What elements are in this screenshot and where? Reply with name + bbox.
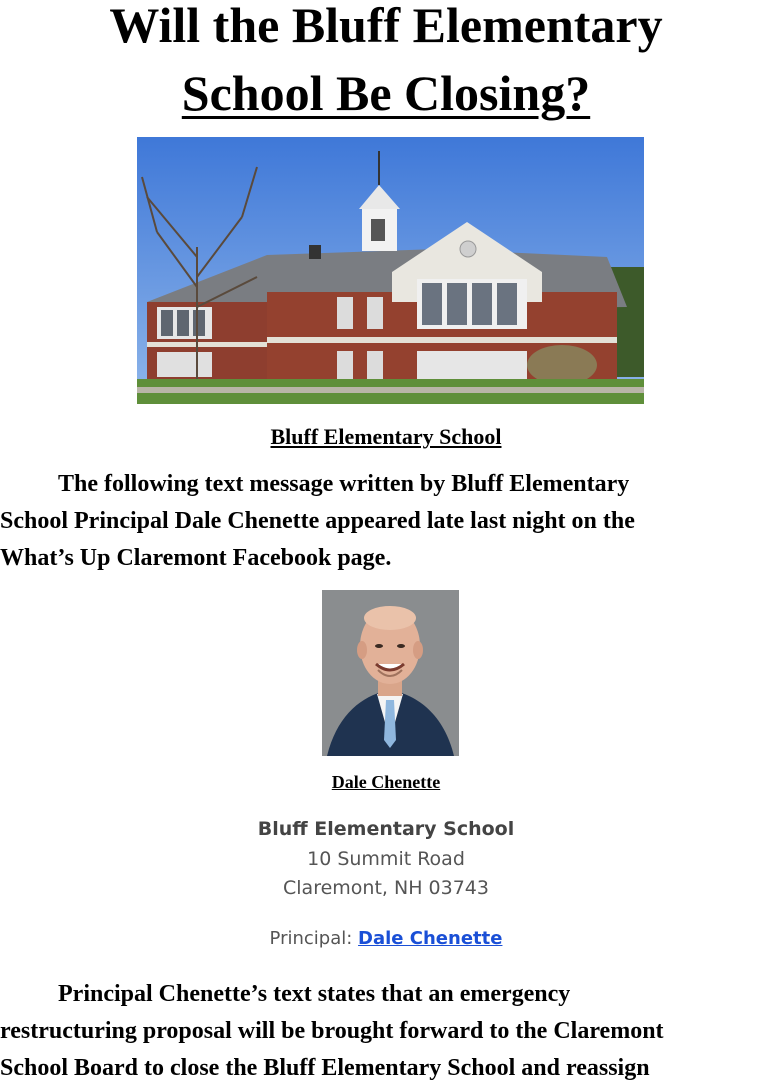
body-paragraph-line: School Board to close the Bluff Elementary School and reassign — [0, 1055, 650, 1081]
school-card-principal — [0, 928, 772, 949]
article-title-line-2: School Be Closing? — [181, 65, 591, 121]
intro-paragraph — [0, 466, 772, 577]
article-title-line-1: Will the Bluff Elementary — [109, 0, 663, 53]
body-paragraph-line: Principal Chenette’s text states that an emergency — [58, 981, 571, 1007]
intro-paragraph-line: School Principal Dale Chenette appeared late last night on the — [0, 508, 635, 534]
principal-link[interactable]: Dale Chenette — [358, 928, 503, 949]
principal-photo-caption: Dale Chenette — [331, 772, 441, 792]
school-card-address-line-2: Claremont, NH 03743 — [283, 877, 489, 899]
school-building-photo — [137, 137, 644, 404]
school-photo-caption: Bluff Elementary School — [270, 424, 502, 449]
body-paragraph-line: restructuring proposal will be brought forward to the Claremont — [0, 1018, 664, 1044]
principal-label: Principal: — [269, 928, 353, 949]
school-card-name: Bluff Elementary School — [257, 818, 515, 840]
principal-portrait-photo — [322, 590, 459, 756]
intro-paragraph-line: The following text message written by Bluff Elementary — [58, 471, 630, 497]
body-paragraph — [0, 976, 772, 1087]
intro-paragraph-line: What’s Up Claremont Facebook page. — [0, 545, 392, 571]
school-card-address-line-1: 10 Summit Road — [307, 848, 465, 870]
